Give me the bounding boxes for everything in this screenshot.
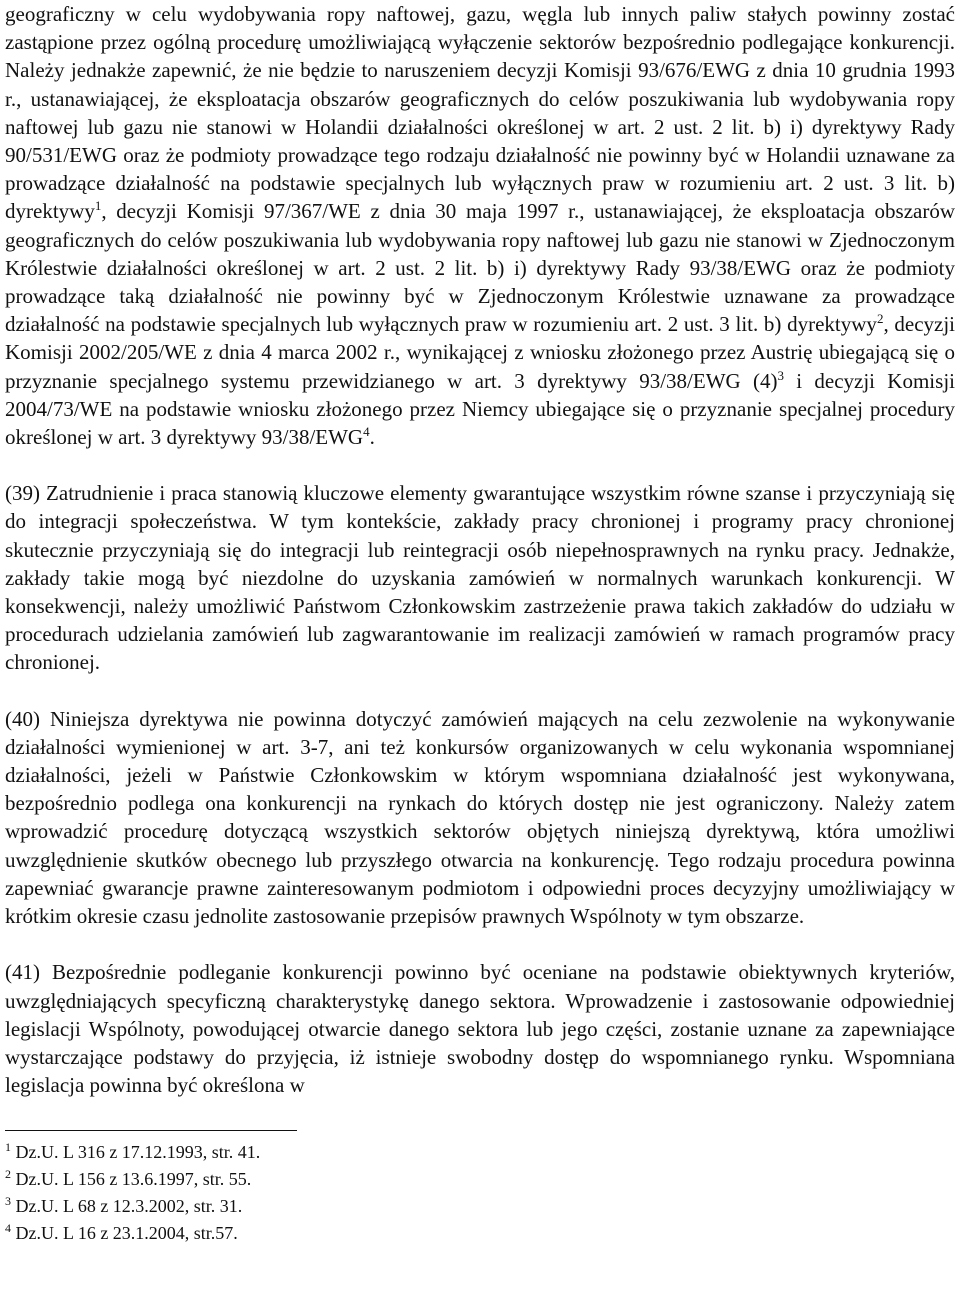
footnote-ref-2[interactable]: 2 bbox=[876, 311, 884, 327]
footnotes bbox=[5, 1139, 955, 1247]
paragraph-text: geograficzny w celu wydobywania ropy naftowej, gazu, węgla lub innych paliw stałych powinny zostać zastąpione przez ogólną procedurę umożliwiającą wyłączenie sektorów bezpośrednio podlegające konkurencji. Należy jednakże zapewnić, że nie będzie to naruszeniem decyzji Komisji 93/676/EWG z dnia 10 grudnia 1993 r., ustanawiającej, że eksploatacja obszarów geograficznych do celów poszukiwania lub wydobywania ropy naftowej lub gazu nie stanowi w Holandii działalności określonej w art. 2 ust. 2 lit. b) i) dyrektywy Rady 90/531/EWG oraz że podmioty prowadzące tego rodzaju działalność nie powinny być w Holandii uznawane za prowadzące działalność na podstawie specjalnych lub wyłącznych praw w rozumieniu art. 2 ust. 3 lit. b) dyrektywy bbox=[5, 2, 955, 224]
footnote-text: Dz.U. L 16 z 23.1.2004, str.57. bbox=[11, 1223, 238, 1244]
footnote-number: 1 bbox=[5, 1140, 11, 1155]
footnote-3 bbox=[5, 1193, 955, 1220]
footnote-4 bbox=[5, 1220, 955, 1247]
footnote-separator bbox=[5, 1130, 297, 1131]
footnote-number: 2 bbox=[5, 1167, 11, 1182]
footnote-text: Dz.U. L 156 z 13.6.1997, str. 55. bbox=[11, 1169, 252, 1190]
footnote-1 bbox=[5, 1139, 955, 1166]
paragraph-spacer bbox=[5, 451, 955, 479]
footnote-text: Dz.U. L 68 z 12.3.2002, str. 31. bbox=[11, 1196, 243, 1217]
paragraph-41: (41) Bezpośrednie podleganie konkurencji powinno być oceniane na podstawie obiektywnych kryteriów, uwzględniających specyficzną charakterystykę danego sektora. Wprowadzenie i zastosowanie odpowiedniej legislacji Wspólnoty, powodującej otwarcie danego sektora lub jego części, zostanie uznane za zapewniające wystarczające podstawy do przyjęcia, iż istnieje swobodny dostęp do wspomnianego rynku. Wspomniana legislacja powinna być określona w bbox=[5, 960, 955, 1098]
paragraph-spacer bbox=[5, 930, 955, 958]
paragraph-text: , decyzji Komisji 97/367/WE z dnia 30 maja 1997 r., ustanawiającej, że eksploatacja obszarów geograficznych do celów poszukiwania lub wydobywania ropy naftowej lub gazu nie stanowi w Zjednoczonym Królestwie działalności określonej w art. 2 ust. 2 lit. b) i) dyrektywy Rady 93/38/EWG oraz że podmioty prowadzące taką działalność nie powinny być w Zjednoczonym Królestwie uznawane za prowadzące działalność na podstawie specjalnych lub wyłącznych praw w rozumieniu art. 2 ust. 3 lit. b) dyrektywy bbox=[5, 199, 955, 337]
footnote-2 bbox=[5, 1166, 955, 1193]
paragraph-39: (39) Zatrudnienie i praca stanowią kluczowe elementy gwarantujące wszystkim równe szanse i przyczyniają się do integracji społeczeństwa. W tym kontekście, zakłady pracy chronionej i programy pracy chronionej skutecznie przyczyniają się do integracji lub reintegracji osób niepełnosprawnych na rynku pracy. Jednakże, zakłady takie mogą być niezdolne do uzyskania zamówień w normalnych warunkach konkurencji. W konsekwencji, należy umożliwić Państwom Członkowskim zastrzeżenie prawa takich zakładów do udziału w procedurach udzielania zamówień lub zagwarantowanie im realizacji zamówień w ramach programów pracy chronionej. bbox=[5, 481, 955, 675]
footnote-number: 3 bbox=[5, 1194, 11, 1209]
paragraph-text: . bbox=[369, 425, 375, 450]
paragraph-text: , decyzji Komisji 2002/205/WE z dnia 4 marca 2002 r., wynikającej z wniosku złożonego przez Austrię ubiegającą się o przyznanie specjalnego systemu przewidzianego w art. 3 dyrektywy 93/38/EWG (4) bbox=[5, 312, 956, 393]
footnote-ref-4[interactable]: 4 bbox=[363, 424, 370, 440]
paragraph-text: i decyzji Komisji 2004/73/WE na podstawie wniosku złożonego przez Niemcy ubiegające się o przyznanie specjalnej procedury określonej w art. 3 dyrektywy 93/38/EWG bbox=[5, 368, 955, 450]
paragraph-continued bbox=[5, 0, 955, 451]
footnote-ref-3[interactable]: 3 bbox=[777, 367, 784, 383]
footnote-text: Dz.U. L 316 z 17.12.1993, str. 41. bbox=[11, 1142, 261, 1163]
document-page bbox=[5, 0, 955, 1247]
paragraph-spacer bbox=[5, 677, 955, 705]
footnote-number: 4 bbox=[5, 1221, 11, 1236]
paragraph-40: (40) Niniejsza dyrektywa nie powinna dotyczyć zamówień mających na celu zezwolenie na wykonywanie działalności wymienionej w art. 3-7, ani też konkursów organizowanych w celu wykonania wspomnianej działalności, jeżeli w Państwie Członkowskim w którym wspomniana działalność jest wykonywana, bezpośrednio podlega ona konkurencji na rynkach do których dostęp nie jest ograniczony. Należy zatem wprowadzić procedurę dotyczącą wszystkich sektorów objętych niniejszą dyrektywą, która umożliwi uwzględnienie skutków obecnego lub przyszłego otwarcia na konkurencję. Tego rodzaju procedura powinna zapewniać gwarancje prawne zainteresowanym podmiotom i odpowiedni proces decyzyjny umożliwiający w krótkim okresie czasu jednolite zastosowanie przepisów prawnych Wspólnoty w tym obszarze. bbox=[5, 706, 955, 929]
footnote-ref-1[interactable]: 1 bbox=[94, 198, 102, 214]
